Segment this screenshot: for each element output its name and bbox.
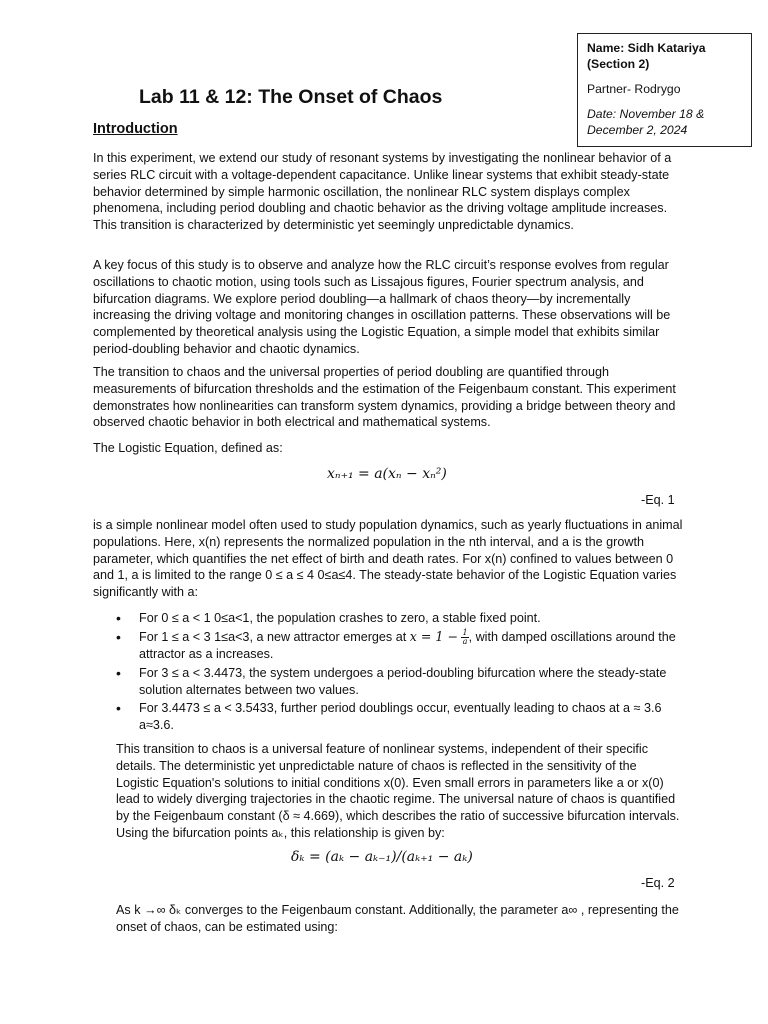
list-item-text: For 1 ≤ a < 3 1≤a<3, a new attractor emerges at xyxy=(139,629,410,644)
fraction-numerator: 1 xyxy=(462,627,468,637)
paragraph-model: is a simple nonlinear model often used to study population dynamics, such as yearly fluctuations in animal populations. Here, x(n) represents the normalized population in the nth interval, and a is the growth parameter, which quantifies the net effect of birth and death rates. For x(n) confined to values between 0 and 1, a is limited to the range 0 ≤ a ≤ 4 0≤a≤4. The steady-state behavior of the Logistic Equation varies significantly with a: xyxy=(93,518,683,600)
paragraph-logistic-intro: The Logistic Equation, defined as: xyxy=(93,441,283,455)
steady-state-list xyxy=(116,610,676,736)
partner-name: Partner- Rodrygo xyxy=(587,82,681,96)
equation-feigenbaum: δₖ = (aₖ − aₖ₋₁)/(aₖ₊₁ − aₖ) xyxy=(291,849,473,865)
document-title: Lab 11 & 12: The Onset of Chaos xyxy=(139,86,443,108)
author-section: (Section 2) xyxy=(587,57,650,71)
list-item-text: For 0 ≤ a < 1 0≤a<1, the population crashes to zero, a stable fixed point. xyxy=(139,611,541,625)
paragraph-asymptote: As k →∞ δₖ converges to the Feigenbaum constant. Additionally, the parameter a∞ , representing the onset of chaos, can be estimated using: xyxy=(116,903,679,934)
author-name: Name: Sidh Katariya xyxy=(587,41,706,55)
equation-1-label: -Eq. 1 xyxy=(641,493,675,507)
paragraph-transition: This transition to chaos is a universal feature of nonlinear systems, independent of their specific details. The deterministic yet unpredictable nature of chaos is reflected in the sensitivity of the Logistic Equation's solutions to initial conditions x(0). Even small errors in parameters like a or x(0) lead to widely diverging trajectories in the chaotic regime. The universal nature of chaos is quantified by the Feigenbaum constant (δ ≈ 4.669), which describes the ratio of successive bifurcation intervals. Using the bifurcation points aₖ, this relationship is given by: xyxy=(116,742,680,840)
fraction-denominator: a xyxy=(462,636,468,646)
equation-2-label: -Eq. 2 xyxy=(641,876,675,890)
list-item-text-continued: , with damped oscillations around the attractor as a increases. xyxy=(139,629,676,661)
list-item xyxy=(116,610,676,627)
list-item xyxy=(116,665,676,699)
list-item-text: For 3 ≤ a < 3.4473, the system undergoes a period-doubling bifurcation where the steady-state solution alternates between two values. xyxy=(139,665,667,697)
list-item xyxy=(116,700,676,734)
author-info-box xyxy=(577,33,752,147)
report-date: Date: November 18 & December 2, 2024 xyxy=(587,107,705,137)
attractor-formula: x = 1 − xyxy=(409,628,458,644)
fraction xyxy=(461,629,468,646)
section-heading-introduction: Introduction xyxy=(93,121,178,137)
list-item-text: For 3.4473 ≤ a < 3.5433, further period doublings occur, eventually leading to chaos at a ≈ 3.6 a≈3.6. xyxy=(139,701,662,733)
paragraph-intro-2: A key focus of this study is to observe and analyze how the RLC circuit’s response evolves from regular oscillations to chaotic motion, using tools such as Lissajous figures, Fourier spectrum analysis, and bifurcation diagrams. We explore period doubling—a hallmark of chaos theory—by incrementally increasing the driving voltage and monitoring changes in oscillation patterns. These observations will be complemented by theoretical analysis using the Logistic Equation, a simple model that exhibits similar period-doubling behavior and chaotic dynamics. xyxy=(93,258,671,356)
list-item xyxy=(116,629,676,663)
paragraph-intro-3: The transition to chaos and the universal properties of period doubling are quantified through measurements of bifurcation thresholds and the estimation of the Feigenbaum constant. This experiment demonstrates how nonlinearities can transform system dynamics, providing a bridge between theory and observed chaotic behavior in both electrical and mathematical systems. xyxy=(93,365,676,430)
paragraph-intro-1: In this experiment, we extend our study of resonant systems by investigating the nonlinear behavior of a series RLC circuit with a voltage-dependent capacitance. Unlike linear systems that exhibit steady-state behavior determined by simple harmonic oscillation, the nonlinear RLC system displays complex phenomena, including period doubling and chaotic behavior as the driving voltage amplitude increases. This transition is characterized by deterministic yet seemingly unpredictable dynamics. xyxy=(93,151,672,233)
equation-logistic: xₙ₊₁ = a(xₙ − xₙ²) xyxy=(327,466,447,482)
